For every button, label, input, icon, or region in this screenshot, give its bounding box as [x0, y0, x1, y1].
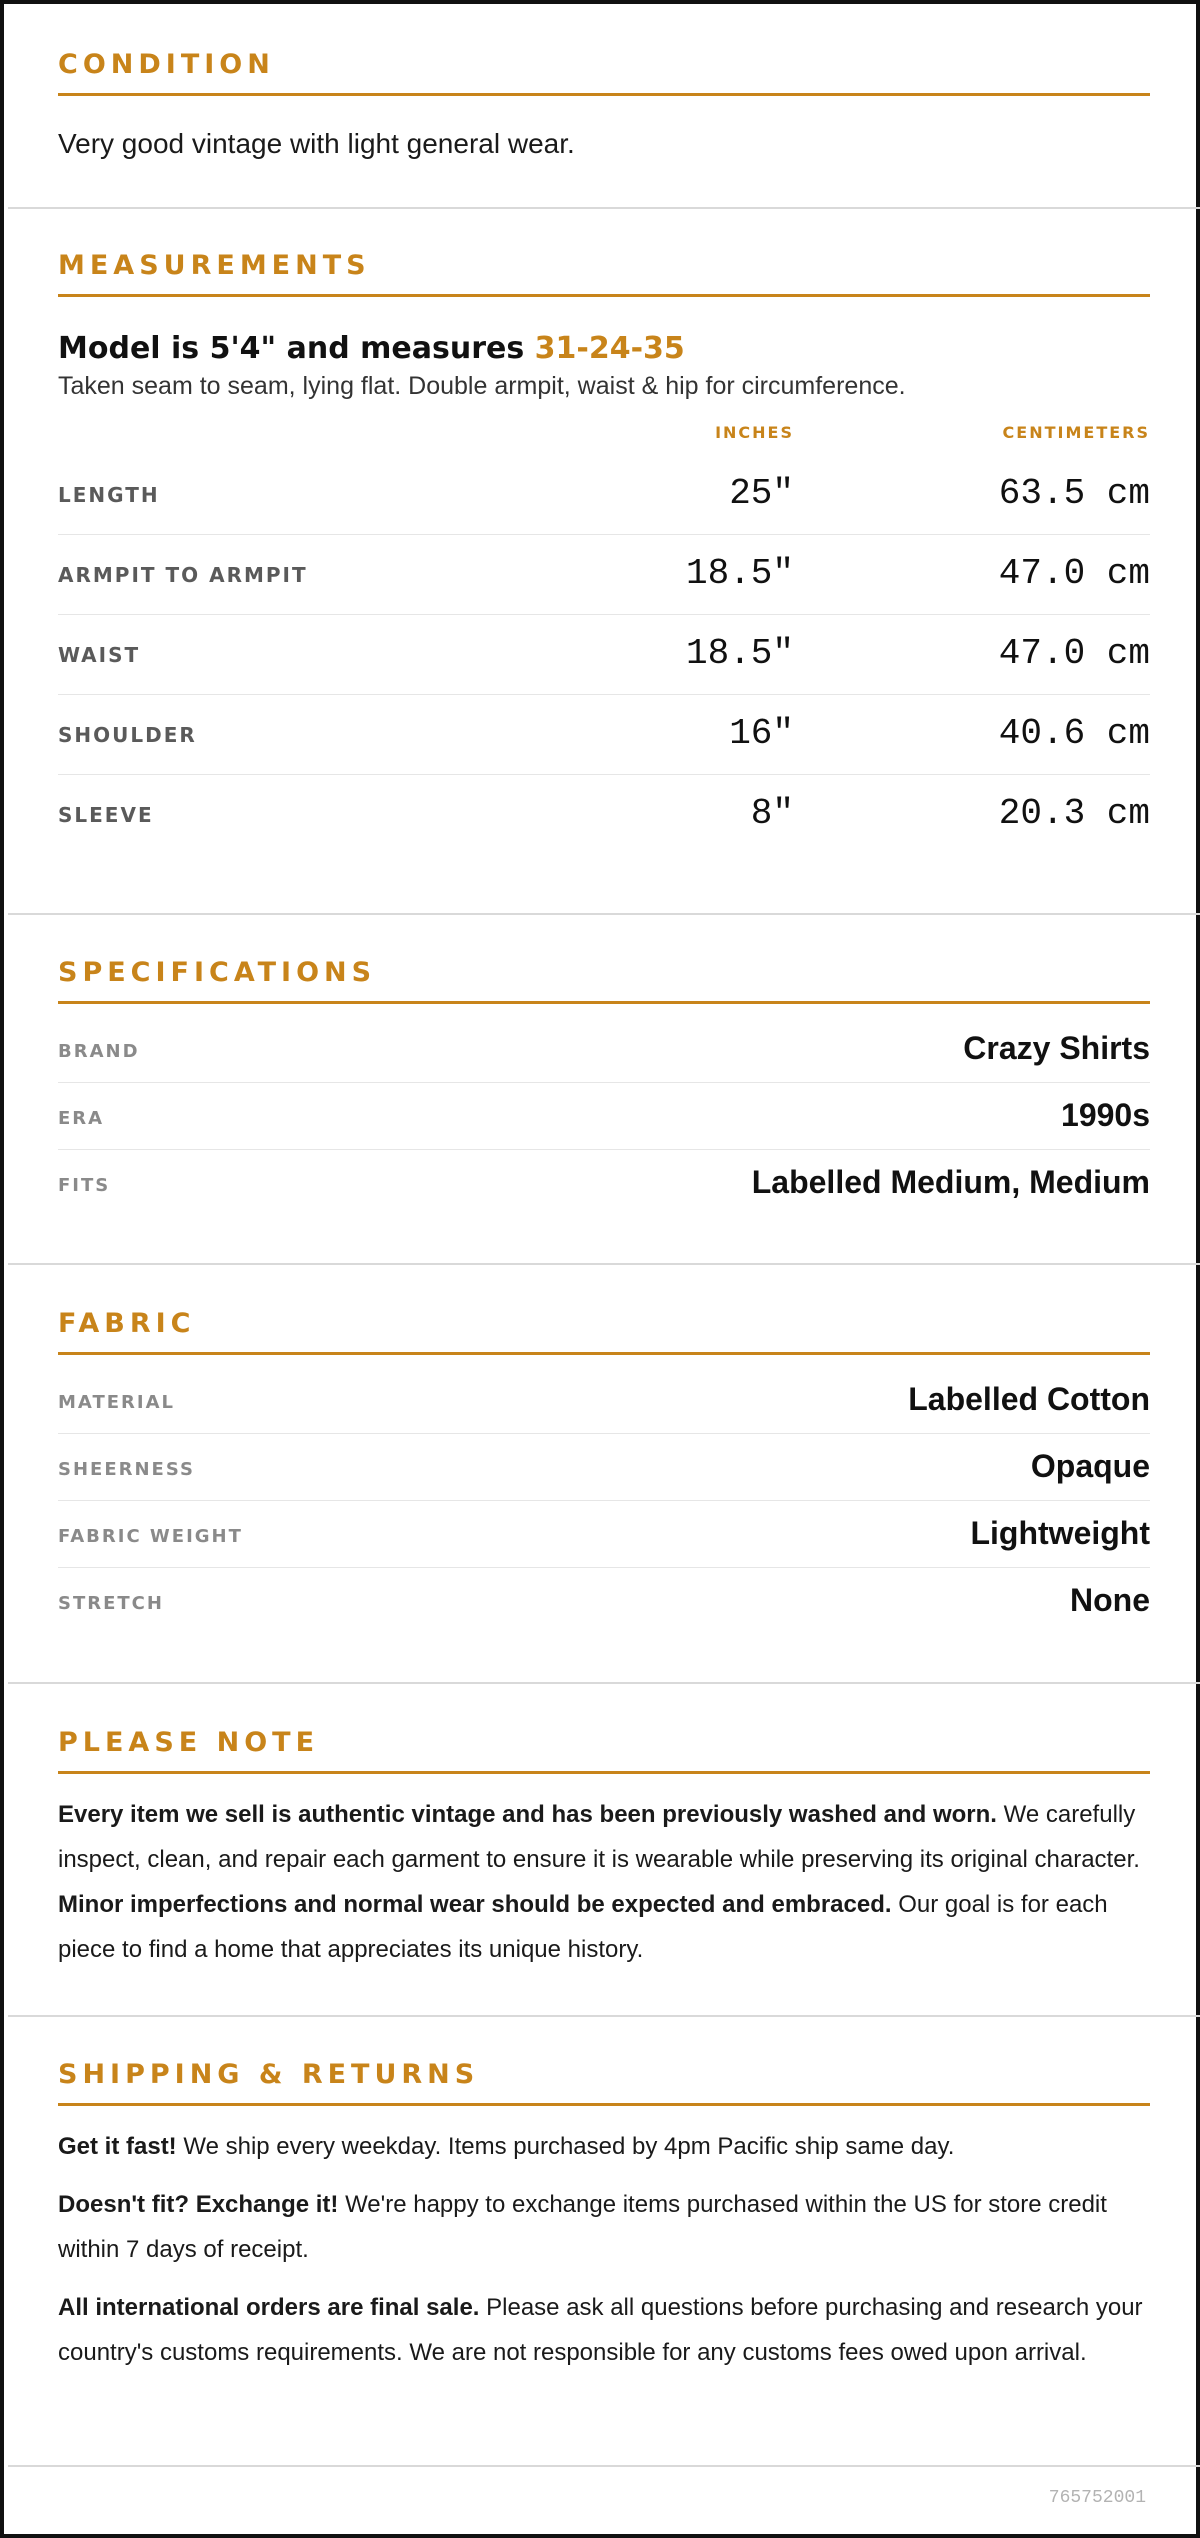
fabric-section [58, 1305, 1150, 1625]
spec-value: 1990s [1061, 1097, 1150, 1133]
fabric-heading: FABRIC [58, 1308, 196, 1339]
fabric-value: Labelled Cotton [908, 1381, 1150, 1417]
measurement-label: WAIST [58, 643, 141, 667]
shipping-paragraph-1 [58, 2124, 1150, 2169]
please-note-divider [58, 1771, 1150, 1774]
measurement-row-sleeve [58, 775, 1150, 855]
shipping-divider [58, 2103, 1150, 2106]
shipping-paragraph-3 [58, 2285, 1150, 2375]
shipping-text-3: Please ask all questions before purchasing and research your country's customs requirements. We are not responsible for any customs fees owed upon arrival. [58, 2294, 1143, 2366]
shipping-text-1: We ship every weekday. Items purchased by 4pm Pacific ship same day. [176, 2133, 955, 2160]
measurement-label: LENGTH [58, 483, 160, 507]
specifications-section [58, 954, 1150, 1204]
shipping-paragraph-2 [58, 2182, 1150, 2272]
spec-value: Crazy Shirts [963, 1030, 1150, 1066]
measurement-row-waist [58, 615, 1150, 695]
section-separator [8, 1682, 1200, 1684]
spec-label: FITS [58, 1175, 111, 1196]
fabric-label: STRETCH [58, 1593, 164, 1614]
section-separator [8, 2015, 1200, 2017]
spec-value: Labelled Medium, Medium [751, 1164, 1150, 1200]
fabric-row-stretch [58, 1568, 1150, 1635]
measurement-row-shoulder [58, 695, 1150, 775]
spec-row-era [58, 1083, 1150, 1150]
note-bold-2: Minor imperfections and normal wear should be expected and embraced. [58, 1891, 892, 1918]
fabric-list [58, 1355, 1150, 1625]
condition-text: Very good vintage with light general wear. [58, 128, 575, 159]
shipping-section [58, 2056, 1150, 2375]
fabric-value: Lightweight [970, 1515, 1150, 1551]
measurements-divider [58, 294, 1150, 297]
measurement-inches: 16" [729, 713, 794, 754]
measurement-inches: 25" [729, 473, 794, 514]
spec-label: BRAND [58, 1041, 140, 1062]
fabric-row-material [58, 1367, 1150, 1434]
measurement-inches: 18.5" [685, 633, 794, 674]
section-separator [8, 207, 1200, 209]
measurement-label: ARMPIT TO ARMPIT [58, 563, 308, 587]
note-text-1: We carefully inspect, clean, and repair each garment to ensure it is wearable while preserving its original character. [58, 1801, 1140, 1873]
shipping-bold-2: Doesn't fit? Exchange it! [58, 2191, 339, 2218]
measurement-cm: 63.5 cm [998, 473, 1150, 514]
column-inches: INCHES [715, 423, 794, 442]
fabric-value: Opaque [1030, 1448, 1150, 1484]
measurement-row-armpit [58, 535, 1150, 615]
column-centimeters: CENTIMETERS [1002, 423, 1150, 442]
sku-number: 765752001 [1048, 2488, 1146, 2508]
model-measures-prefix: Model is 5'4" and measures [58, 331, 535, 366]
condition-heading: CONDITION [58, 49, 275, 80]
condition-section [58, 46, 1150, 164]
section-separator [8, 1263, 1200, 1265]
measurement-cm: 47.0 cm [998, 633, 1150, 674]
measurement-inches: 18.5" [685, 553, 794, 594]
note-text-2: Our goal is for each piece to find a home that appreciates its unique history. [58, 1891, 1108, 1963]
measurement-cm: 20.3 cm [998, 793, 1150, 834]
spec-row-brand [58, 1016, 1150, 1083]
measurement-inches: 8" [750, 793, 794, 834]
measurements-section [58, 247, 1150, 863]
please-note-heading: PLEASE NOTE [58, 1727, 320, 1758]
fabric-row-weight [58, 1501, 1150, 1568]
fabric-value: None [1070, 1582, 1150, 1618]
condition-divider [58, 93, 1150, 96]
shipping-bold-1: Get it fast! [58, 2133, 177, 2160]
measurement-label: SLEEVE [58, 803, 154, 827]
measurement-cm: 40.6 cm [998, 713, 1150, 754]
fabric-label: SHEERNESS [58, 1459, 195, 1480]
spec-row-fits [58, 1150, 1150, 1217]
model-measures-numbers: 31-24-35 [534, 331, 685, 366]
spec-label: ERA [58, 1108, 105, 1129]
measurement-label: SHOULDER [58, 723, 197, 747]
section-separator [8, 913, 1200, 915]
specifications-heading: SPECIFICATIONS [58, 957, 377, 988]
shipping-bold-3: All international orders are final sale. [58, 2294, 480, 2321]
please-note-text [58, 1792, 1150, 1972]
fabric-row-sheerness [58, 1434, 1150, 1501]
fabric-label: MATERIAL [58, 1392, 175, 1413]
specifications-list [58, 1004, 1150, 1204]
shipping-heading: SHIPPING & RETURNS [58, 2059, 480, 2090]
note-bold-1: Every item we sell is authentic vintage and has been previously washed and worn. [58, 1801, 997, 1828]
shipping-text-2: We're happy to exchange items purchased within the US for store credit within 7 days of receipt. [58, 2191, 1107, 2263]
model-measures [58, 329, 1150, 369]
measurement-cm: 47.0 cm [998, 553, 1150, 594]
measurements-heading: MEASUREMENTS [58, 250, 371, 281]
fabric-label: FABRIC WEIGHT [58, 1526, 243, 1547]
please-note-section [58, 1724, 1150, 1972]
measurements-description: Taken seam to seam, lying flat. Double armpit, waist & hip for circumference. [58, 372, 906, 400]
measurements-table [58, 403, 1150, 863]
measurement-row-length [58, 455, 1150, 535]
section-separator [8, 2465, 1200, 2467]
